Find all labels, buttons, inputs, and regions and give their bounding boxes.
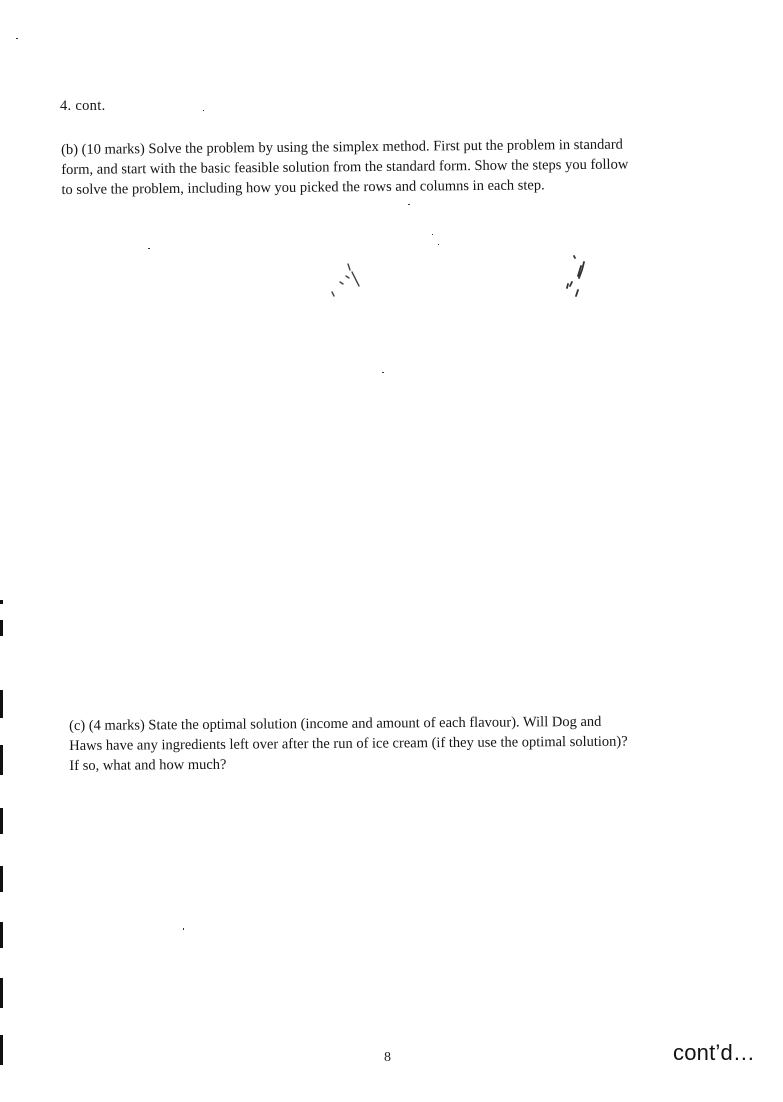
continued-label: cont’d… <box>673 1040 756 1065</box>
question-header: 4. cont. <box>60 98 106 114</box>
scan-speck <box>382 372 384 373</box>
scan-edge-mark <box>0 620 3 636</box>
scan-edge-mark <box>0 978 3 1008</box>
scan-speck <box>408 204 410 205</box>
scan-edge-mark <box>0 745 3 775</box>
scan-edge-mark <box>0 1035 3 1065</box>
scan-scribble <box>562 252 594 304</box>
part-c-line: If so, what and how much? <box>69 756 227 774</box>
scan-scribble <box>326 258 366 302</box>
question-part-b <box>61 134 702 200</box>
scan-edge-mark <box>0 808 3 834</box>
scan-edge-mark <box>0 866 3 892</box>
scan-edge-mark <box>0 922 3 948</box>
question-part-c <box>69 711 709 776</box>
answer-space-b <box>60 210 720 690</box>
part-b-line: to solve the problem, including how you picked the rows and columns in each step. <box>61 177 545 198</box>
scan-edge-mark <box>0 690 3 718</box>
answer-space-c <box>60 790 720 1030</box>
scan-speck <box>203 110 204 111</box>
scan-speck <box>432 234 433 235</box>
scan-edge-mark <box>0 600 3 604</box>
scan-speck <box>148 248 150 249</box>
part-c-line: Haws have any ingredients left over after the run of ice cream (if they use the optimal solution)? <box>69 733 628 754</box>
page-number: 8 <box>384 1050 391 1065</box>
scan-speck <box>438 244 439 245</box>
part-b-line: (b) (10 marks) Solve the problem by using the simplex method. First put the problem in standard <box>61 136 623 158</box>
scan-speck <box>183 928 184 930</box>
part-b-line: form, and start with the basic feasible solution from the standard form. Show the steps you follow <box>61 156 629 178</box>
part-c-line: (c) (4 marks) State the optimal solution (income and amount of each flavour). Will Dog and <box>69 713 602 734</box>
scan-speck <box>16 38 18 39</box>
